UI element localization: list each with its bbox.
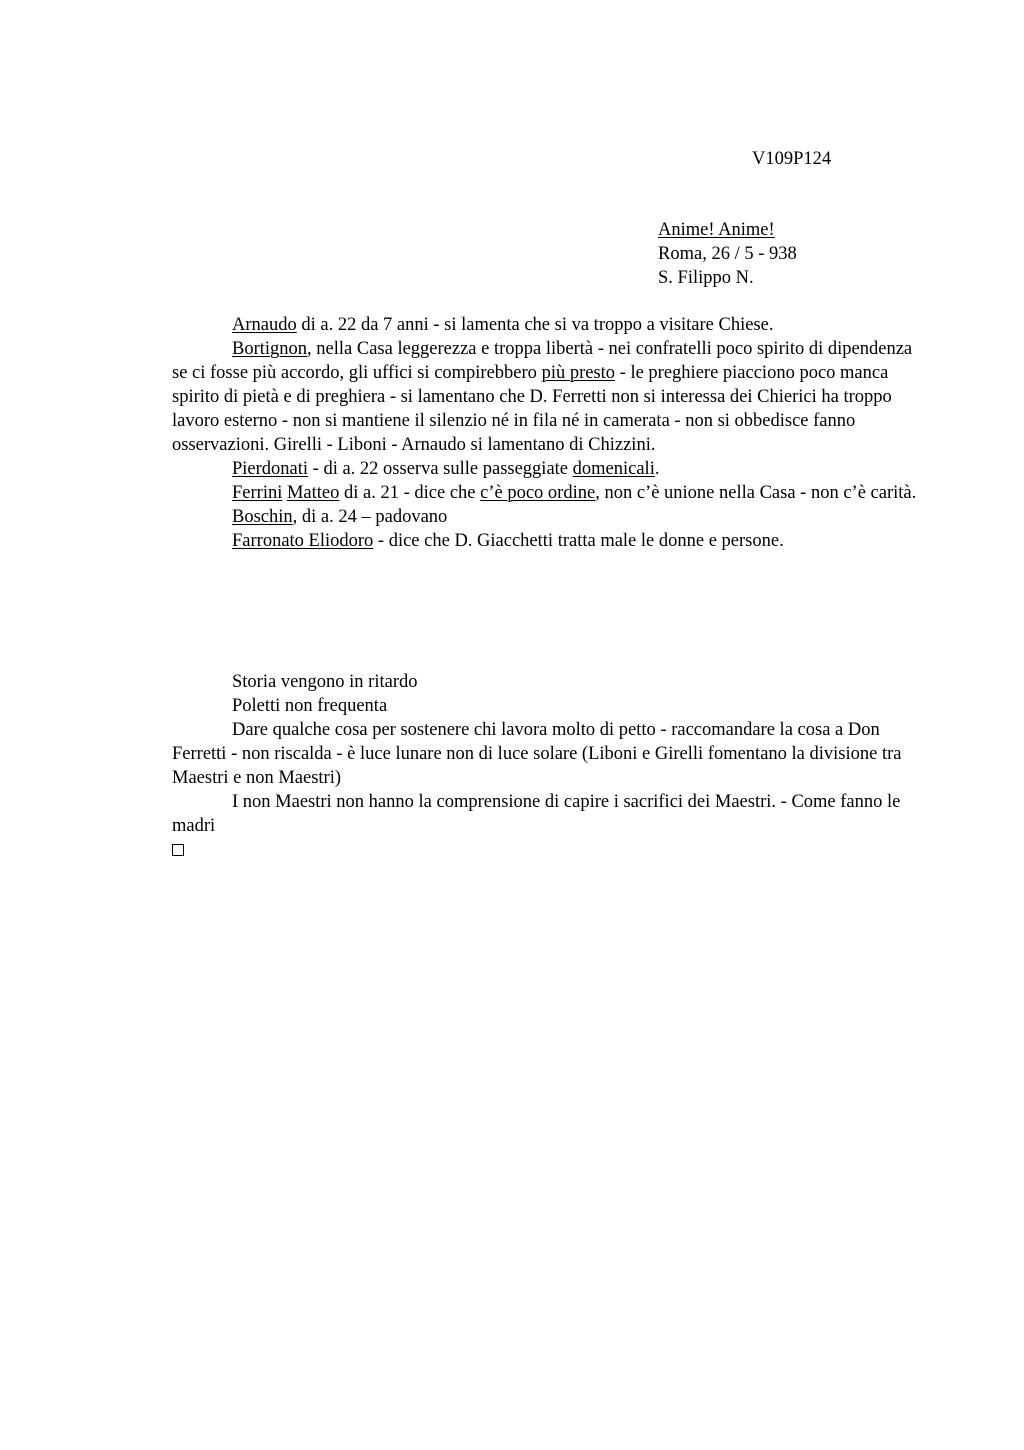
paragraph-pierdonati: Pierdonati - di a. 22 osserva sulle passeggiate domenicali.	[232, 459, 660, 479]
document-id: V109P124	[752, 149, 832, 169]
paragraph-storia: Storia vengono in ritardo	[232, 672, 418, 692]
place-date: Roma, 26 / 5 - 938	[658, 244, 797, 264]
letter-header	[658, 218, 797, 290]
paragraph-bortignon: Bortignon, nella Casa leggerezza e troppa libertà - nei confratelli poco spirito di dipendenza se ci fosse più accordo, gli uffici si compirebbero più presto - le preghiere piacciono poco manca spirito di pietà e di preghiera - si lamentano che D. Ferretti non si interessa dei Chierici ha troppo lavoro esterno - non si mantiene il silenzio né in fila né in camerata - non si obbedisce fanno osservazioni. Girelli - Liboni - Arnaudo si lamentano di Chizzini.	[172, 339, 913, 455]
paragraph-boschin: Boschin, di a. 24 – padovano	[232, 507, 448, 527]
notes-section-1	[172, 313, 920, 553]
name-pierdonati: Pierdonati	[232, 459, 309, 479]
paragraph-poletti: Poletti non frequenta	[232, 696, 388, 716]
paragraph-arnaudo: Arnaudo di a. 22 da 7 anni - si lamenta che si va troppo a visitare Chiese.	[232, 315, 774, 335]
underlined-phrase: c’è poco ordine	[480, 483, 596, 503]
paragraph-maestri: I non Maestri non hanno la comprensione di capire i sacrifici dei Maestri. - Come fanno le madri	[172, 792, 901, 836]
name-arnaudo: Arnaudo	[232, 315, 297, 335]
motto: Anime! Anime!	[658, 220, 775, 240]
underlined-word: domenicali	[572, 459, 655, 479]
saint-name: S. Filippo N.	[658, 268, 754, 288]
name-matteo: Matteo	[286, 483, 340, 503]
underlined-phrase: più presto	[541, 363, 616, 383]
name-boschin: Boschin	[232, 507, 293, 527]
name-ferrini: Ferrini	[232, 483, 283, 503]
notes-section-2	[172, 670, 920, 863]
checkbox-glyph	[172, 844, 184, 856]
paragraph-dare: Dare qualche cosa per sostenere chi lavora molto di petto - raccomandare la cosa a Don Ferretti - non riscalda - è luce lunare non di luce solare (Liboni e Girelli fomentano la divisione tra Maestri e non Maestri)	[172, 720, 902, 788]
name-farronato: Farronato Eliodoro	[232, 531, 374, 551]
paragraph-ferrini: Ferrini Matteo di a. 21 - dice che c’è poco ordine, non c’è unione nella Casa - non c’è carità.	[232, 483, 917, 503]
name-bortignon: Bortignon	[232, 339, 308, 359]
paragraph-farronato: Farronato Eliodoro - dice che D. Giacchetti tratta male le donne e persone.	[232, 531, 784, 551]
